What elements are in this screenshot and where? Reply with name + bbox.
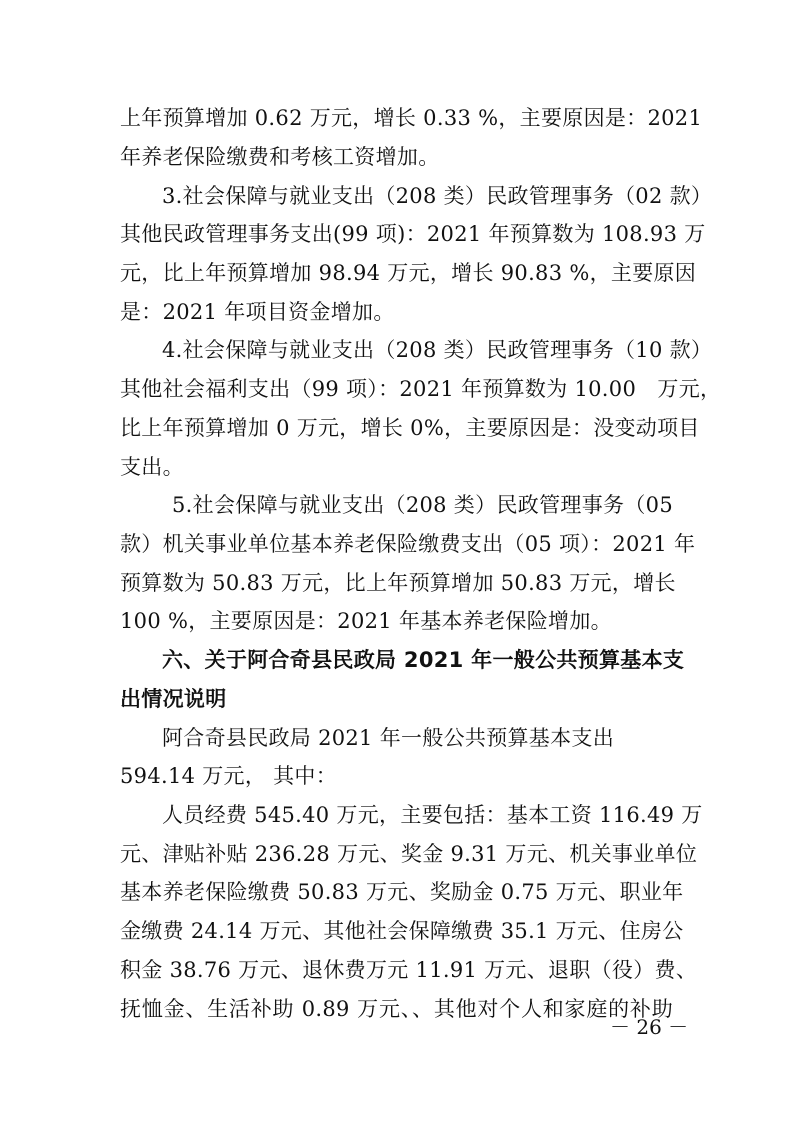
text-line: 元，比上年预算增加 98.94 万元，增长 90.83 %，主要原因 bbox=[120, 261, 697, 285]
text-line: 5.社会保障与就业支出（208 类）民政管理事务（05 bbox=[172, 493, 673, 517]
text-line: 基本养老保险缴费 50.83 万元、奖励金 0.75 万元、职业年 bbox=[120, 880, 684, 904]
section-heading: 六、关于阿合奇县民政局 2021 年一般公共预算基本支 bbox=[162, 648, 685, 672]
section-heading-cont: 出情况说明 bbox=[120, 687, 227, 711]
text-line: 比上年预算增加 0 万元，增长 0%，主要原因是：没变动项目 bbox=[120, 416, 700, 440]
text-line: 阿合奇县民政局 2021 年一般公共预算基本支出 bbox=[162, 726, 614, 750]
text-line: 元、津贴补贴 236.28 万元、奖金 9.31 万元、机关事业单位 bbox=[120, 842, 698, 866]
text-line: 人员经费 545.40 万元，主要包括：基本工资 116.49 万 bbox=[162, 803, 703, 827]
page-number: － 26 － bbox=[610, 1015, 689, 1039]
text-line: 上年预算增加 0.62 万元，增长 0.33 %，主要原因是：2021 bbox=[120, 106, 703, 130]
text-line: 款）机关事业单位基本养老保险缴费支出（05 项）：2021 年 bbox=[120, 532, 696, 556]
text-line: 抚恤金、生活补助 0.89 万元、、其他对个人和家庭的补助 bbox=[120, 997, 673, 1021]
text-line: 其他社会福利支出（99 项）：2021 年预算数为 10.00 万元， bbox=[120, 377, 722, 401]
text-line: 支出。 bbox=[120, 455, 184, 479]
text-line: 100 %，主要原因是：2021 年基本养老保险增加。 bbox=[120, 609, 612, 633]
text-line: 3.社会保障与就业支出（208 类）民政管理事务（02 款） bbox=[162, 184, 713, 208]
text-line: 是：2021 年项目资金增加。 bbox=[120, 300, 395, 324]
text-line: 年养老保险缴费和考核工资增加。 bbox=[120, 145, 440, 169]
text-line: 积金 38.76 万元、退休费万元 11.91 万元、退职（役）费、 bbox=[120, 958, 698, 982]
text-line: 预算数为 50.83 万元，比上年预算增加 50.83 万元，增长 bbox=[120, 571, 676, 595]
text-line: 4.社会保障与就业支出（208 类）民政管理事务（10 款） bbox=[162, 338, 713, 362]
text-line: 其他民政管理事务支出(99 项)：2021 年预算数为 108.93 万 bbox=[120, 222, 706, 246]
text-line: 金缴费 24.14 万元、其他社会保障缴费 35.1 万元、住房公 bbox=[120, 919, 684, 943]
text-line: 594.14 万元， 其中： bbox=[120, 764, 338, 788]
